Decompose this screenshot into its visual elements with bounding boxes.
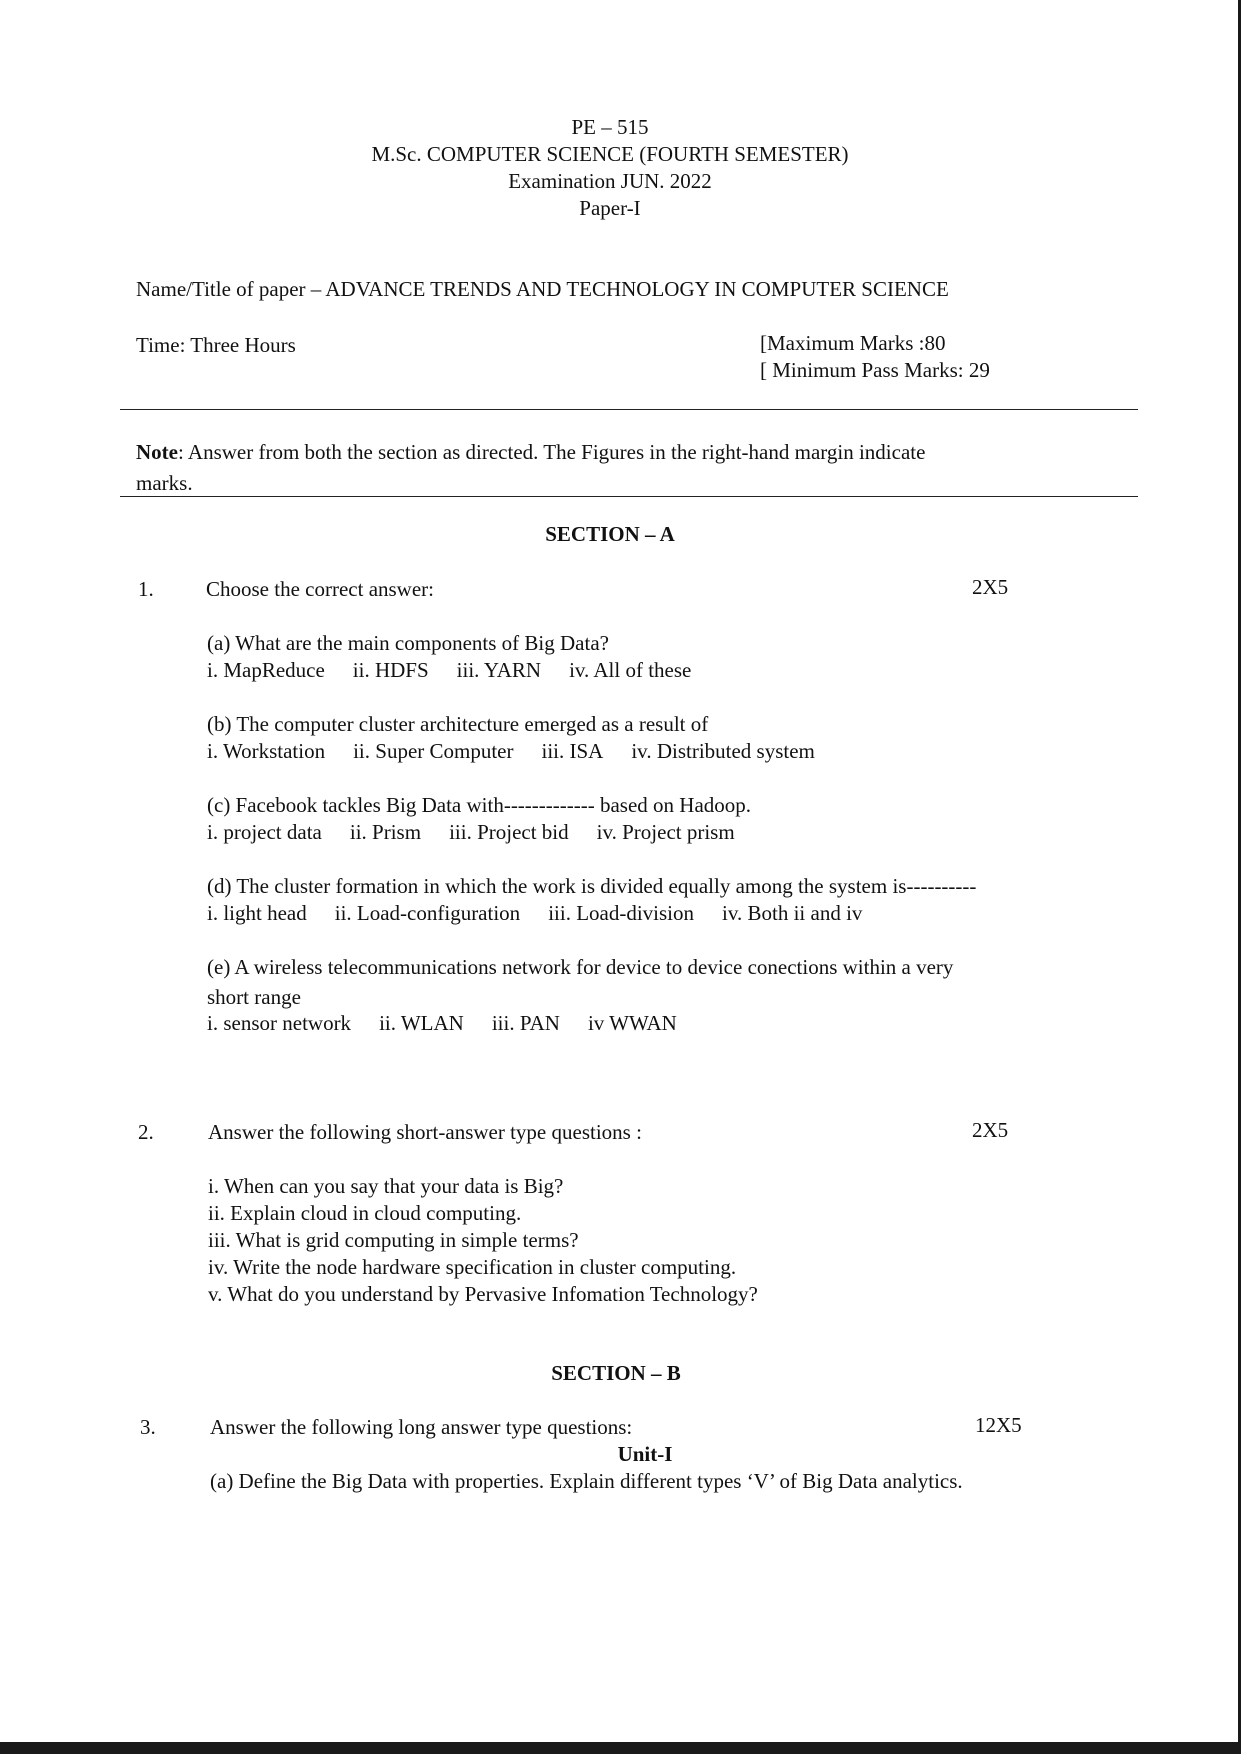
q1b-option-1: i. Workstation (207, 739, 326, 763)
section-a-title: SECTION – A (545, 522, 675, 546)
q1e-option-3: iii. PAN (491, 1011, 560, 1035)
section-b-title: SECTION – B (551, 1361, 681, 1385)
scan-edge-bottom (0, 1742, 1241, 1754)
q1a-option-4: iv. All of these (569, 658, 692, 682)
q1b-option-3: iii. ISA (541, 739, 604, 763)
course-title: M.Sc. COMPUTER SCIENCE (FOURTH SEMESTER) (371, 142, 849, 166)
q1e-options (207, 1010, 677, 1036)
question-1-text: Choose the correct answer: (206, 577, 434, 601)
q1c-stem: (c) Facebook tackles Big Data with------------- based on Hadoop. (207, 793, 752, 817)
q1e-stem: (e) A wireless telecommunications network for device to device conections within a very (207, 955, 954, 979)
q1b-stem: (b) The computer cluster architecture emerged as a result of (207, 712, 709, 736)
q1a-option-3: iii. YARN (456, 658, 542, 682)
question-2-text: Answer the following short-answer type questions : (208, 1120, 642, 1144)
q1b-option-4: iv. Distributed system (631, 739, 815, 763)
q1a-stem: (a) What are the main components of Big Data? (207, 631, 609, 655)
q1c-option-1: i. project data (207, 820, 322, 844)
question-2-marks: 2X5 (972, 1118, 1009, 1142)
exam-session: Examination JUN. 2022 (508, 169, 712, 193)
question-1-marks: 2X5 (972, 575, 1009, 599)
q1e-option-1: i. sensor network (207, 1011, 352, 1035)
q1b-option-2: ii. Super Computer (353, 739, 514, 763)
exam-time: Time: Three Hours (136, 333, 296, 357)
note-label: Note (136, 440, 178, 464)
q2-item-2: ii. Explain cloud in cloud computing. (208, 1201, 522, 1225)
q1a-options (207, 657, 691, 683)
q2-item-5: v. What do you understand by Pervasive Infomation Technology? (208, 1282, 758, 1306)
q1e-stem-continued: short range (207, 985, 301, 1009)
q1d-option-4: iv. Both ii and iv (722, 901, 863, 925)
q1d-stem: (d) The cluster formation in which the work is divided equally among the system is---------- (207, 874, 977, 898)
paper-code: PE – 515 (571, 115, 649, 139)
q1e-option-2: ii. WLAN (379, 1011, 464, 1035)
minimum-pass-marks: [ Minimum Pass Marks: 29 (760, 358, 990, 382)
maximum-marks: [Maximum Marks :80 (760, 331, 946, 355)
q1a-option-2: ii. HDFS (352, 658, 429, 682)
q1d-option-1: i. light head (207, 901, 307, 925)
q1b-options (207, 738, 815, 764)
q2-item-3: iii. What is grid computing in simple terms? (208, 1228, 579, 1252)
q1c-option-4: iv. Project prism (596, 820, 735, 844)
q1c-options (207, 819, 735, 845)
question-3-text: Answer the following long answer type questions: (210, 1415, 633, 1439)
unit-heading: Unit-I (617, 1442, 673, 1466)
divider-bottom (120, 496, 1138, 497)
q1c-option-2: ii. Prism (349, 820, 422, 844)
note-text-continued: marks. (136, 471, 193, 495)
divider-top (120, 409, 1138, 410)
paper-title: Name/Title of paper – ADVANCE TRENDS AND TECHNOLOGY IN COMPUTER SCIENCE (136, 277, 949, 301)
question-3-marks: 12X5 (975, 1413, 1022, 1437)
question-3-number: 3. (140, 1415, 156, 1439)
q1d-option-3: iii. Load-division (548, 901, 695, 925)
q1e-option-4: iv WWAN (587, 1011, 677, 1035)
question-2-number: 2. (138, 1120, 154, 1144)
paper-number: Paper-I (579, 196, 641, 220)
q1d-option-2: ii. Load-configuration (334, 901, 521, 925)
instructions-note (136, 439, 925, 465)
q3-item-a: (a) Define the Big Data with properties. Explain different types ‘V’ of Big Data analytics. (210, 1469, 963, 1493)
q1c-option-3: iii. Project bid (449, 820, 569, 844)
q2-item-1: i. When can you say that your data is Big? (208, 1174, 564, 1198)
question-1-number: 1. (138, 577, 154, 601)
q1d-options (207, 900, 862, 926)
note-text: : Answer from both the section as directed. The Figures in the right-hand margin indicate (177, 440, 926, 464)
q2-item-4: iv. Write the node hardware specification in cluster computing. (208, 1255, 737, 1279)
q1a-option-1: i. MapReduce (207, 658, 325, 682)
